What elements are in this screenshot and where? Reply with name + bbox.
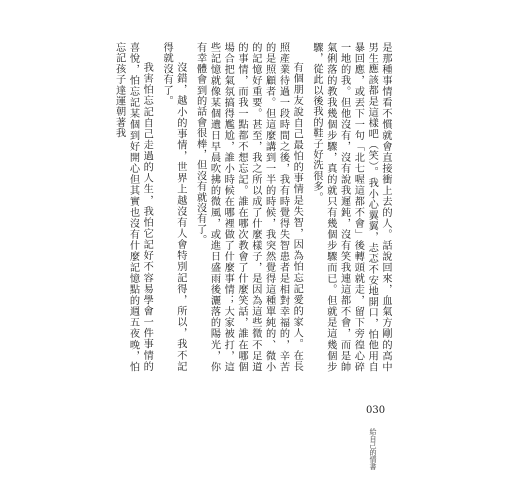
running-title-line: 的情書 <box>369 449 377 470</box>
running-title <box>368 428 377 470</box>
paragraph: 有個朋友說自己最怕的事情是失智，因為怕忘記愛的家人。在長照產業待過一段時間之後，我有時覺得失智患者是相對幸福的，辛苦的是照顧者。但這麼講到一半的時候，我突然覺得這種單純的、微小的記憶好重要。甚至，我之所以成了什麼樣子，是因為這些微不足道的事情，而我一點都不想忘記。誰在哪次教會了什麼笑話，誰在哪個場合把氣氛搞得尷尬，誰小時候在哪裡做了什麼事情；大家被打，這些記憶就像某個遺日早晨吹拂的微風，或進日盛雨後灑落的陽光，你有幸體會到的話會很棒，但沒有就沒有了。 <box>194 42 303 372</box>
paragraph: 我害怕忘記自己走過的人生，我怕它記好不容易學會一件事情的喜悅，怕忘記某個到好開心但其實也沒有什麼記憶點的週五夜晚，怕忘記孩子達運朝著我 <box>113 42 153 372</box>
paragraph: 是那種事情看不慣就會直接衝上去的人。話說回來，血氣方剛的高中男生應該都是這樣吧（笑）。我小心翼翼，忐忑不安地開口，怕他用自暴回應，或丟下一句「北七喔這都不會」後轉頭就走，留下旁徨心碎一地的我。但他沒有，沒有說我遲鈍，沒有笑我連這都不會，而是帥氣俐落的教我幾個步驟，真的就只有幾個步驟而已。但就是這幾個步驟，從此以後我的鞋子好洗很多。 <box>311 42 391 372</box>
page-number: 030 <box>366 405 386 416</box>
paragraph: 沒錯，越小的事情，世界上越沒有人會特別記得，所以，我不記得就沒有了。 <box>161 42 186 372</box>
body-text <box>112 42 392 372</box>
running-title-line: 給自己 <box>369 428 377 449</box>
